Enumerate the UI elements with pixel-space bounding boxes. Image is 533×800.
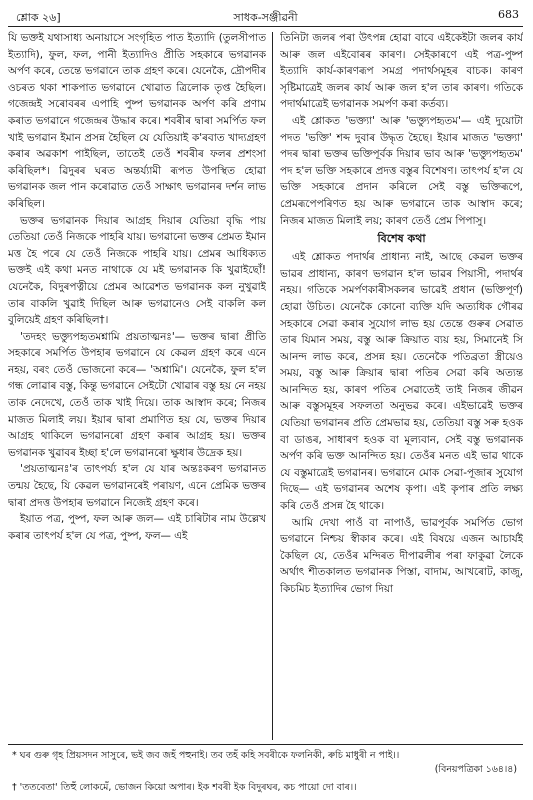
right-column bbox=[280, 30, 523, 742]
paragraph: এই শ্লোকত পদাৰ্থৰ প্ৰাধান্য নাই, আছে কেৱল ভক্তৰ ভাৱৰ প্ৰাধান্য, কাৰণ ভগৱান হ'ল ভাৱৰ পিয়াসী, পদাৰ্থৰ নহয়। গতিকে সমৰ্পণকাৰীসকলৰ ভাৱেই প্ৰধান (ভক্তিপূৰ্ণ) হোৱা উচিত। যেনেকৈ কোনো ব্যক্তি যদি অত্যধিক গৌৰৱ সহকাৰে সেৱা কৰাৰ সুযোগ লাভ হয় তেন্তে গুৰুৰ সেৱাত তাৰ যিমান সময়, বস্তু আৰু ক্ৰিয়াত ব্যয় হয়, সিমানেই সি আনন্দ লাভ কৰে, প্ৰসন্ন হয়। তেনেকৈ পতিব্ৰতা স্ত্ৰীয়েও সময়, বস্তু আৰু ক্ৰিয়াৰ দ্বাৰা পতিৰ সেৱা কৰি অত্যন্ত আনন্দিত হয়, কাৰণ পতিৰ সেৱাতেই তাই নিজৰ জীৱন আৰু বস্তুসমূহৰ সফলতা অনুভৱ কৰে। এইভাৱেই ভক্তৰ যেতিয়া ভগৱানৰ প্ৰতি প্ৰেমভাৱ হয়, তেতিয়া বস্তু সৰু হওক বা ডাঙৰ, সাধাৰণ হওক বা মূল্যবান, সেই বস্তু ভগৱানক অৰ্পণ কৰি ভক্ত আনন্দিত হয়। তেওঁৰ মনত এই ভাৱ থাকে যে বস্তুমাত্ৰেই ভগৱানৰ। ভগৱানে মোক সেৱা-পূজাৰ সুযোগ দিছে— এই ভগৱানৰ অশেষ কৃপা। এই কৃপাৰ প্ৰতি লক্ষ্য কৰি তেওঁ প্ৰসন্ন হৈ থাকে। bbox=[280, 251, 523, 513]
paragraph: 'প্ৰয়তাত্মনঃ'ৰ তাৎপৰ্য্য হ'ল যে যাৰ অন্তঃকৰণ ভগৱানত তন্ময় হৈছে, যি কেৱল ভগৱানৰেই পৰায়ণ, এনে প্ৰেমিক ভক্তৰ দ্বাৰা প্ৰদত্ত উপহাৰ ভগৱানে নিজেই গ্ৰহণ কৰে। bbox=[8, 463, 266, 509]
paragraph: ভক্তৰ ভগৱানক দিয়াৰ আগ্ৰহ দিয়াৰ যেতিয়া বৃদ্ধি পায় তেতিয়া তেওঁ নিজকে পাহৰি যায়। ভগৱানো ভক্তৰ প্ৰেমত ইমান মত্ত হৈ পৰে যে তেওঁ নিজকে পাহৰি যায়। প্ৰেমৰ আধিক্যত ভক্তই এই কথা মনত নাথাকে যে মই ভগৱানক কি খুৱাইছোঁ! যেনেকৈ, বিদুৰপত্নীয়ে প্ৰেমৰ আৱেশত ভগৱানক কল নুখুৱাই তাৰ বাকলি খুৱাই দিছিল আৰু ভগৱানেও সেই বাকলি কল বুলিয়েই গ্ৰহণ কৰিছিল†। bbox=[8, 214, 266, 327]
section-heading: বিশেষ কথা bbox=[377, 232, 426, 246]
page-number: 683 bbox=[498, 8, 519, 21]
footnote-text: * ঘৰ গুৰু গৃহ প্ৰিয়সদন সাসুৰে, ভই জব জহঁ পহুনাই। তব তহঁ কহি সবৰীকে ফলনিকী, ৰুচি মাধুৰী ন পাই।। bbox=[12, 750, 400, 761]
left-column bbox=[8, 30, 266, 742]
footnote-source: (বিনয়পত্ৰিকা ১৬৪।৪) bbox=[434, 764, 517, 775]
text-columns bbox=[8, 30, 523, 742]
paragraph: এই শ্লোকত 'ভক্ত্যা' আৰু 'ভক্ত্যুপহৃতম'— এই দুয়োটা পদত 'ভক্তি' শব্দ দুবাৰ উদ্ধৃত হৈছে। ইয়াৰ মাজত 'ভক্ত্যা' পদৰ দ্বাৰা ভক্তৰ ভক্তিপূৰ্বক দিয়াৰ ভাব আৰু 'ভক্ত্যুপহৃতম' পদ হ'ল ভক্তি সহকাৰে প্ৰদত্ত বস্তুৰ বিশেষণ। তাৎপৰ্য হ'ল যে ভক্তি সহকাৰে প্ৰদান কৰিলে সেই বস্তু ভক্তিৰূপে, প্ৰেমৰূপেপৰিণত হয় আৰু ভগৱানে তাক আস্বাদ কৰে; নিজৰ মাজত মিলাই লয়; কাৰণ তেওঁ প্ৰেম পিপাসু। bbox=[280, 114, 523, 227]
running-header bbox=[8, 6, 523, 27]
footnote bbox=[8, 781, 523, 795]
paragraph: তিনিটা জলৰ পৰা উৎপন্ন হোৱা বাবে এইকেইটা জলৰ কাৰ্য আৰু জল এইবোৰৰ কাৰণ। সেইকাৰণে এই পত্ৰ-পুষ্প ইত্যাদি কাৰ্য-কাৰণৰূপ সমগ্ৰ পদাৰ্থসমূহৰ বাচক। কাৰণ সৃষ্টিমাত্ৰেই জলৰ কাৰ্য আৰু জল হ'ল তাৰ কাৰণ। গতিকে পদাৰ্থমাত্ৰেই ভগৱানক সমৰ্পণ কৰা কৰ্তব্য। bbox=[280, 32, 523, 111]
column-divider bbox=[272, 32, 273, 740]
paragraph: 'তদহং ভক্ত্যুপহৃতমশ্নামি প্ৰয়তাত্মনঃ'— ভক্তৰ দ্বাৰা প্ৰীতি সহকাৰে সমৰ্পিত উপহাৰ ভগৱানে যে কেৱল গ্ৰহণ কৰে এনে নহয়, বৰং তেওঁ ভোজনো কৰে— 'অশ্নামি'। যেনেকৈ, ফুল হ'ল গন্ধ লোৱাৰ বস্তু, কিন্তু ভগৱানে সেইটো খোৱাৰ বস্তু হয় নে নহয় তাক নেদেখে, তেওঁ তাক খাই দিয়ে। তাক আস্বাদ কৰে; নিজৰ মাজত মিলাই লয়। ইয়াৰ দ্বাৰা প্ৰমাণিত হয় যে, ভক্তৰ দিয়াৰ আগ্ৰহ থাকিলে ভগৱানৰো গ্ৰহণ কৰাৰ আগ্ৰহ হয়। ভক্তৰ ভগৱানক খুৱাবৰ ইচ্ছা হ'লে ভগৱানৰো ক্ষুধাৰ উদ্ৰেক হয়। bbox=[8, 330, 266, 459]
verse-reference: শ্লোক ২৬] bbox=[16, 11, 61, 24]
paragraph: ইয়াত পত্ৰ, পুষ্প, ফল আৰু জল— এই চাৰিটাৰ নাম উল্লেখ কৰাৰ তাৎপৰ্য হ'ল যে পত্ৰ, পুষ্প, ফল— এই bbox=[8, 513, 266, 542]
footnote-text: † 'ততবেতা' তিহুঁ লোকমেঁ, ভোজন কিয়ো অপাৰ। ইক শবৰী ইক বিদুৰঘৰ, কচ পায়ো দো বাৰ।। bbox=[12, 782, 357, 793]
paragraph: যি ভক্তই যথাসাধ্য অনায়াসে সংগৃহিত পাত ইত্যাদি (তুলসীপাত ইত্যাদি), ফুল, ফল, পানী ইত্যাদিও প্ৰীতি সহকাৰে ভগৱানক অৰ্পণ কৰে, তেন্তে ভগৱানে তাক গ্ৰহণ কৰে। যেনেকৈ, দ্ৰৌপদীৰ ওচৰত থকা শাকপাত ভগৱানে খোৱাত ত্ৰিলোক তৃপ্ত হৈছিল। গজেন্দ্ৰই সৰোবৰৰ এপাহি পুষ্প ভগৱানক অৰ্পণ কৰি প্ৰণাম কৰাত ভগৱানে গজেন্দ্ৰৰ উদ্ধাৰ কৰে। শবৰীৰ দ্বাৰা সমৰ্পিত ফল খাই ভগৱান ইমান প্ৰসন্ন হৈছিল যে যেতিয়াই ক'ৰবাত খাদ্যগ্ৰহণ কৰাৰ অৱকাশ পাইছিল, তাতেই তেওঁ শবৰীৰ ফলৰ প্ৰশংসা কৰিছিল*। ৱিদুৰৰ ঘৰত অন্তৰ্য্যামী ৰূপত উপস্থিত হোৱা ভগৱানক জল পান কৰোৱাত তেওঁ সাক্ষাৎ ভগৱানৰ দৰ্শন লাভ কৰিছিল। bbox=[8, 32, 266, 210]
footnotes bbox=[8, 744, 523, 799]
footnote bbox=[8, 749, 523, 777]
paragraph: আমি দেখা পাওঁ বা নাপাওঁ, ভাৱপূৰ্বক সমৰ্পিত ভোগ ভগৱানে নিশ্চয় স্বীকাৰ কৰে। এই বিষয়ে এজন আচাৰ্যই কৈছিল যে, তেওঁৰ মন্দিৰত দীপাৱলীৰ পৰা ফাকুৱা লৈকে অৰ্থাৎ শীতকালত ভগৱানক পিস্তা, বাদাম, আখৰোট, কাজু, কিচমিচ ইত্যাদিৰ ভোগ দিয়া bbox=[280, 516, 523, 595]
book-title: সাধক-সঞ্জীৱনী bbox=[233, 11, 298, 24]
